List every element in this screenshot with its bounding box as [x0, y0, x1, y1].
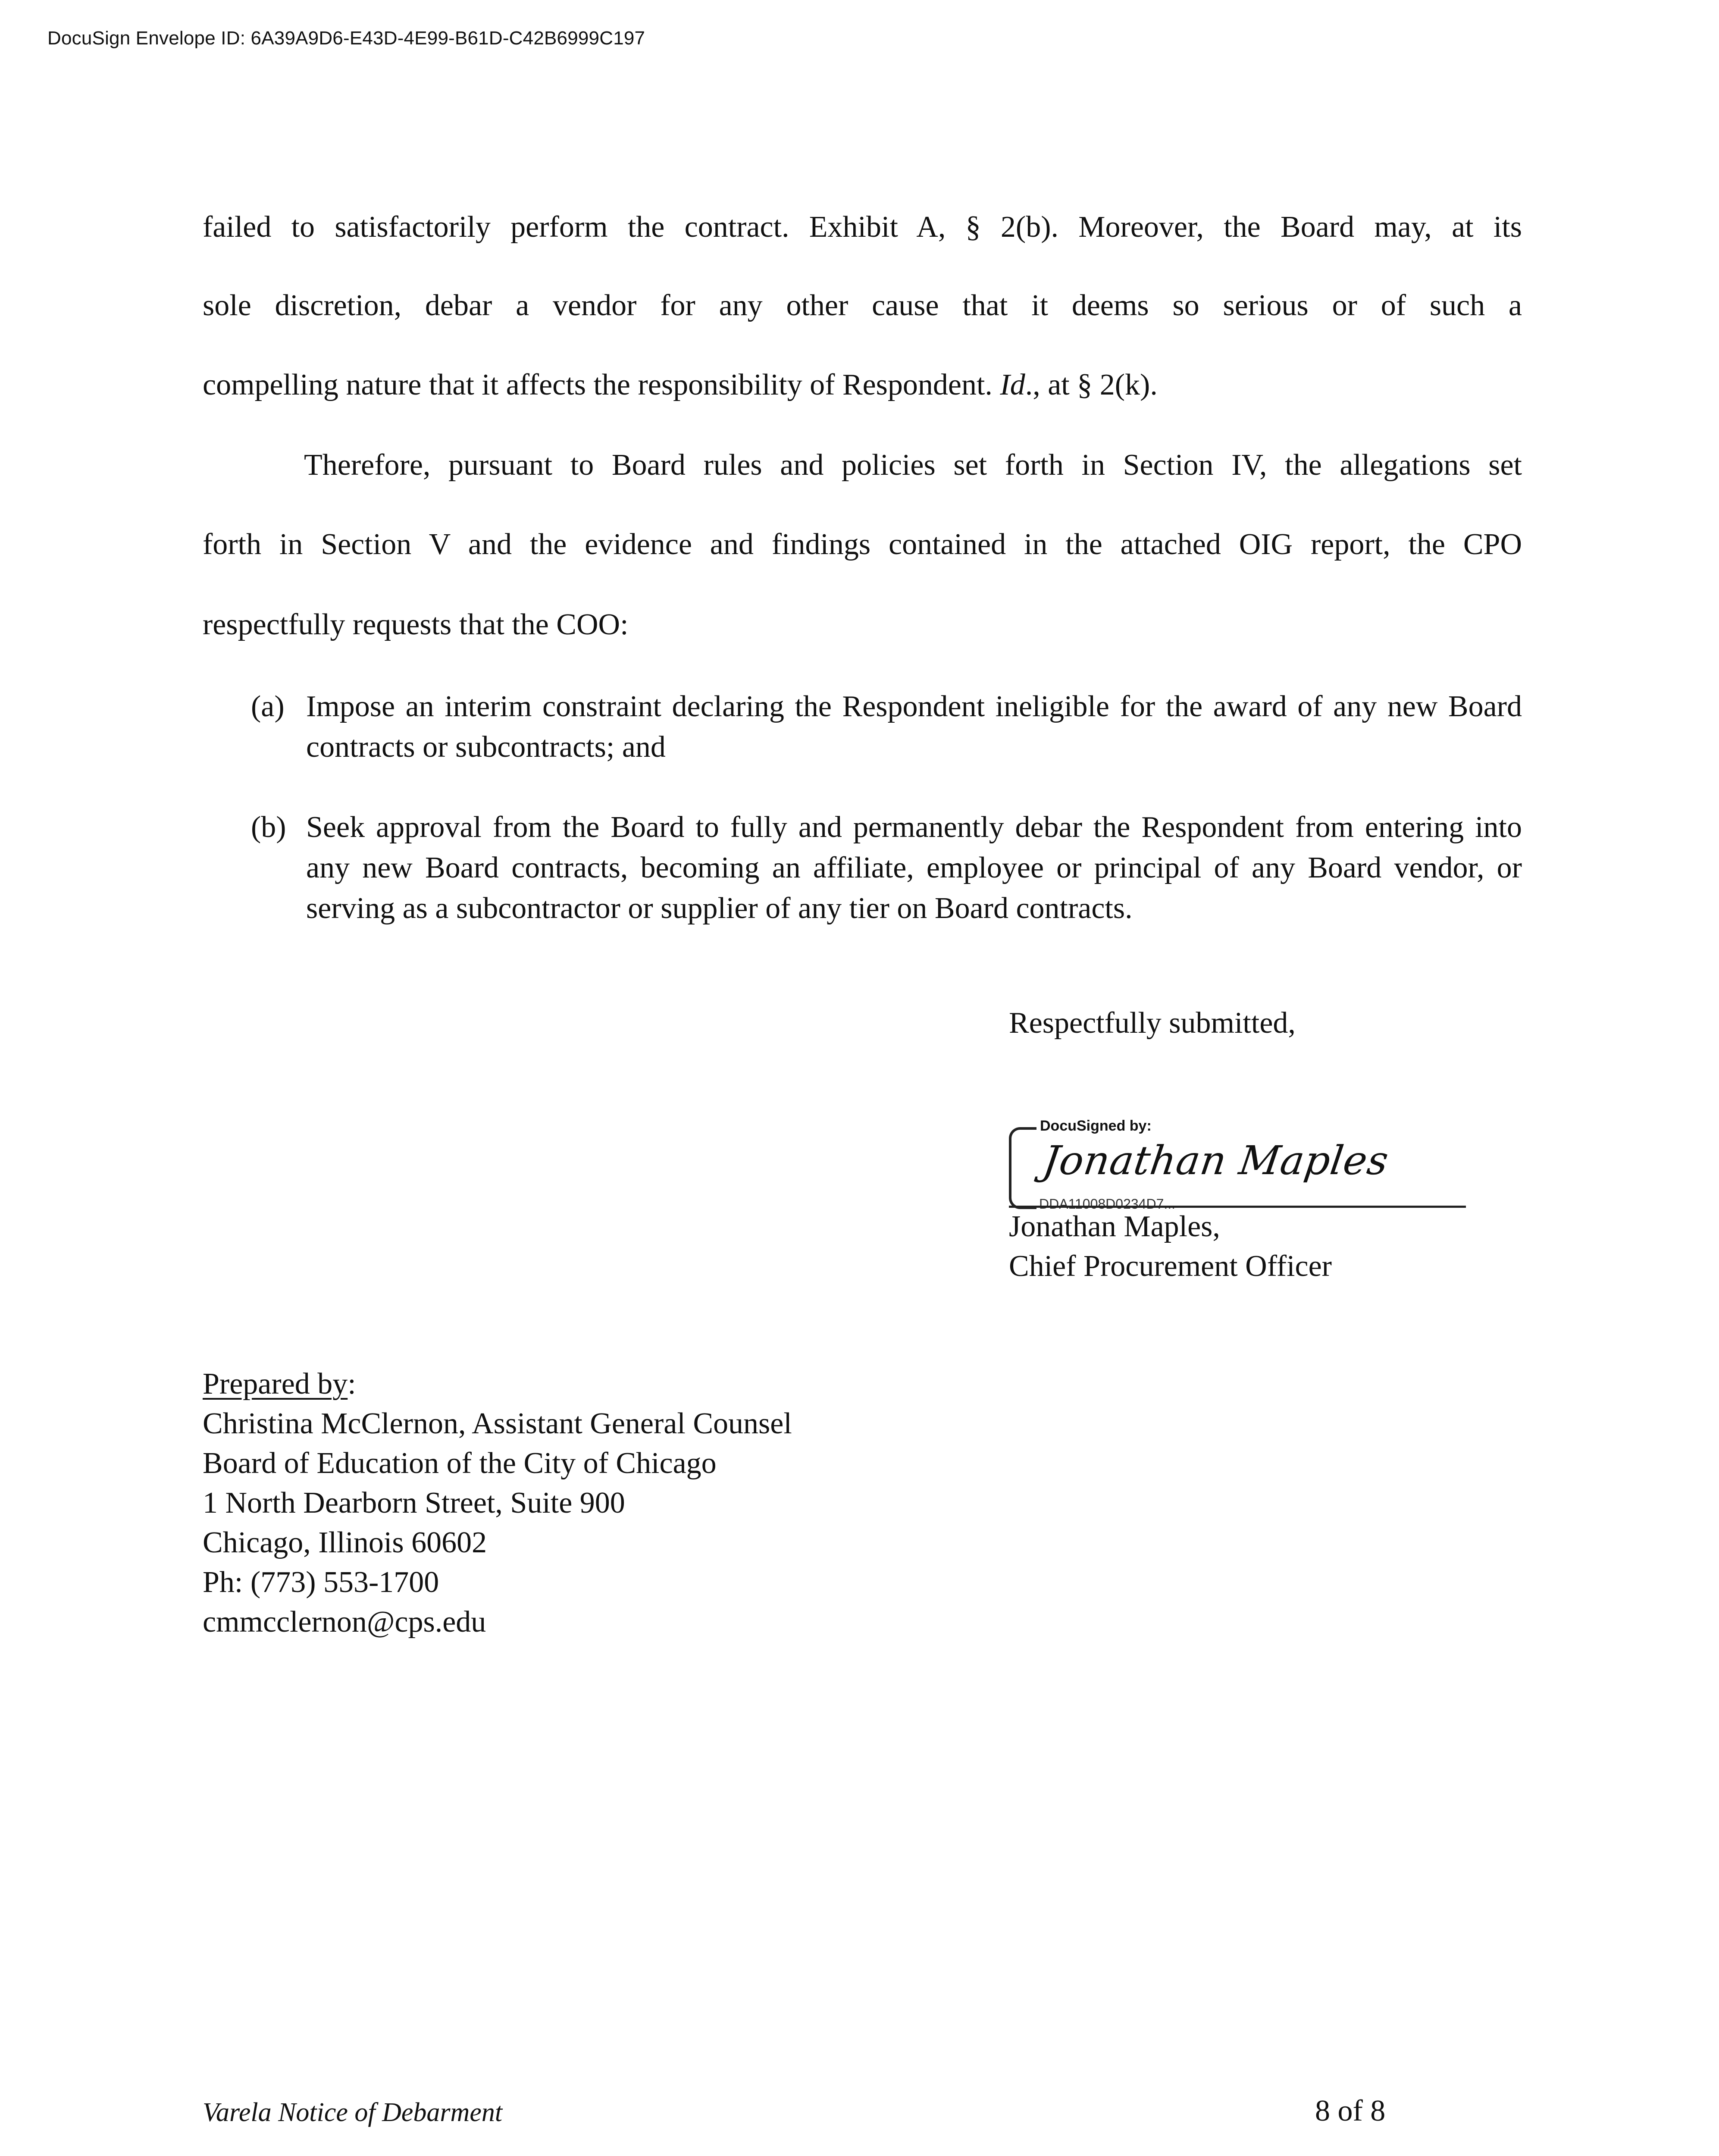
paragraph-1-line-3-post: ., at § 2(k).	[1025, 368, 1158, 401]
list-item-label: (a)	[251, 690, 285, 723]
docusign-signature-box	[1009, 1118, 1462, 1212]
paragraph-1-line-1: failed to satisfactorily perform the contract. Exhibit A, § 2(b). Moreover, the Board may, at its	[203, 210, 1522, 244]
paragraph-2-line-2: forth in Section V and the evidence and findings contained in the attached OIG report, the CPO	[203, 528, 1522, 561]
paragraph-1-line-3	[203, 366, 1522, 404]
list-item-a	[203, 686, 1522, 768]
preparer-street: 1 North Dearborn Street, Suite 900	[203, 1486, 625, 1520]
prepared-by-label: Prepared by	[203, 1367, 348, 1401]
id-citation: Id	[1000, 368, 1025, 401]
handwritten-signature: Jonathan Maples	[1040, 1138, 1392, 1184]
prepared-by-colon: :	[348, 1367, 356, 1401]
paragraph-2-line-3: respectfully requests that the COO:	[203, 608, 629, 641]
signer-name: Jonathan Maples,	[1009, 1210, 1220, 1243]
preparer-organization: Board of Education of the City of Chicago	[203, 1447, 717, 1480]
preparer-phone: Ph: (773) 553-1700	[203, 1566, 439, 1599]
prepared-by-heading	[203, 1364, 356, 1404]
closing-text: Respectfully submitted,	[1009, 1006, 1296, 1040]
list-item-text: Seek approval from the Board to fully and permanently debar the Respondent from entering into any new Board contracts, becoming an affiliate, employee or principal of any Board vendor, or serving as a subcontractor or supplier of any tier on Board contracts.	[306, 811, 1522, 925]
list-item-b	[203, 807, 1522, 929]
paragraph-2-line-1: Therefore, pursuant to Board rules and policies set forth in Section IV, the allegations set	[304, 448, 1522, 482]
list-item-label: (b)	[251, 811, 286, 844]
footer-document-title: Varela Notice of Debarment	[203, 2098, 503, 2127]
docusigned-by-label: DocuSigned by:	[1036, 1118, 1155, 1134]
preparer-email: cmmcclernon@cps.edu	[203, 1605, 486, 1639]
signer-title: Chief Procurement Officer	[1009, 1250, 1332, 1283]
footer-page-number: 8 of 8	[1315, 2094, 1386, 2128]
paragraph-1-line-2: sole discretion, debar a vendor for any other cause that it deems so serious or of such a	[203, 289, 1522, 322]
envelope-id-header: DocuSign Envelope ID: 6A39A9D6-E43D-4E99-B61D-C42B6999C197	[47, 28, 645, 49]
paragraph-1-line-3-pre: compelling nature that it affects the responsibility of Respondent.	[203, 368, 1000, 401]
docusign-signature-id: DDA11008D0234D7...	[1036, 1196, 1178, 1212]
preparer-city: Chicago, Illinois 60602	[203, 1526, 487, 1559]
list-item-text: Impose an interim constraint declaring the Respondent ineligible for the award of any new Board contracts or subcontracts; and	[306, 690, 1522, 764]
preparer-name: Christina McClernon, Assistant General Counsel	[203, 1407, 792, 1440]
